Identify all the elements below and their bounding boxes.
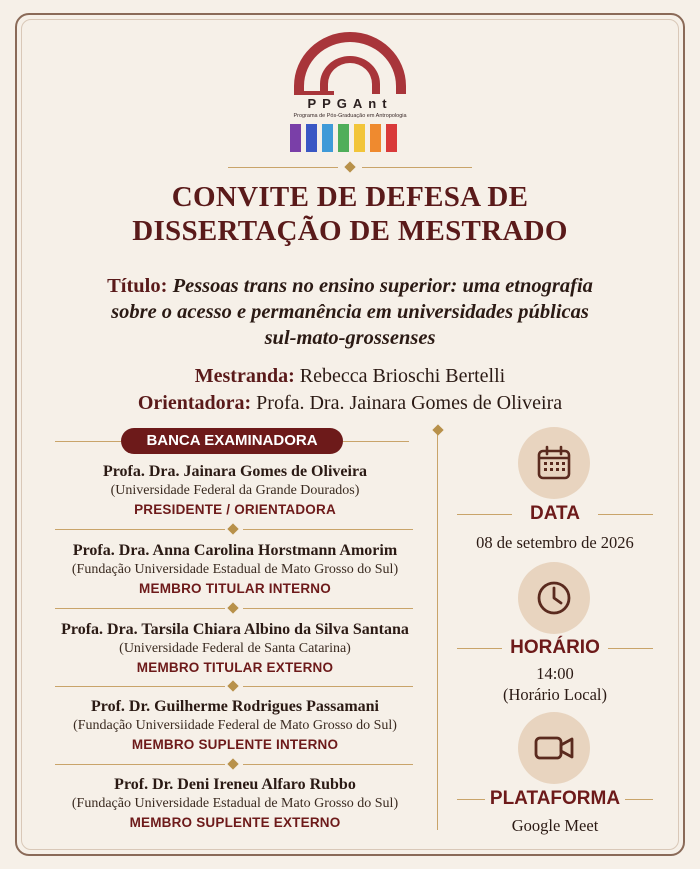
member-institution: (Fundação Universidade Estadual de Mato Grosso do Sul) — [71, 562, 399, 577]
thesis-title-line2: sobre o acesso e permanência em universidades públicas — [111, 301, 589, 323]
advisor-line — [0, 392, 700, 415]
member-name: Profa. Dra. Anna Carolina Horstmann Amorim — [72, 542, 398, 559]
thesis-title — [40, 273, 660, 351]
student-name: Rebecca Brioschi Bertelli — [299, 365, 506, 387]
member-institution: (Fundação Universidade Estadual de Mato Grosso do Sul) — [71, 796, 399, 811]
banca-member — [30, 775, 440, 833]
time-label: HORÁRIO — [510, 637, 600, 658]
logo-bar — [386, 124, 397, 152]
time-note: (Horário Local) — [503, 685, 607, 704]
member-name: Profa. Dra. Tarsila Chiara Albino da Silva Santana — [61, 621, 409, 638]
invitation-heading-line1: CONVITE DE DEFESA DE — [171, 181, 529, 213]
member-name: Prof. Dr. Deni Ireneu Alfaro Rubbo — [114, 776, 356, 793]
logo-bar — [306, 124, 317, 152]
member-divider — [243, 529, 413, 530]
logo-color-bars — [290, 124, 397, 152]
member-divider — [55, 529, 225, 530]
advisor-label: Orientadora: — [137, 392, 252, 414]
student-label: Mestranda: — [194, 365, 295, 387]
member-divider — [55, 686, 225, 687]
advisor-name: Profa. Dra. Jainara Gomes de Oliveira — [256, 392, 563, 414]
banca-title: BANCA EXAMINADORA — [121, 428, 343, 454]
logo-bar — [338, 124, 349, 152]
member-divider — [55, 608, 225, 609]
member-role: MEMBRO TITULAR EXTERNO — [136, 660, 334, 675]
member-divider — [243, 608, 413, 609]
member-name: Profa. Dra. Jainara Gomes de Oliveira — [102, 463, 368, 480]
banca-member — [30, 462, 440, 520]
banca-member — [30, 697, 440, 755]
member-role: MEMBRO TITULAR INTERNO — [139, 581, 331, 596]
platform-value: Google Meet — [511, 816, 599, 835]
thesis-title-label: Título: — [107, 275, 168, 297]
member-institution: (Universidade Federal da Grande Dourados) — [110, 483, 360, 498]
ppgant-logo — [286, 28, 414, 152]
banca-member — [30, 541, 440, 599]
video-icon-circle — [518, 712, 590, 784]
member-divider — [55, 764, 225, 765]
top-divider-right — [362, 167, 472, 168]
thesis-title-line1: Pessoas trans no ensino superior: uma etnografia — [172, 275, 593, 297]
student-line — [0, 365, 700, 388]
top-divider-left — [228, 167, 338, 168]
clock-icon-circle — [518, 562, 590, 634]
member-role: PRESIDENTE / ORIENTADORA — [134, 502, 336, 517]
member-role: MEMBRO SUPLENTE EXTERNO — [129, 815, 341, 830]
time-divider-right — [608, 648, 653, 649]
logo-bar — [322, 124, 333, 152]
banca-divider-left — [55, 441, 121, 442]
logo-bar — [370, 124, 381, 152]
member-divider — [243, 686, 413, 687]
logo-arc-icon — [286, 28, 414, 98]
video-camera-icon — [532, 728, 576, 768]
invitation-heading-line2: DISSERTAÇÃO DE MESTRADO — [132, 215, 568, 247]
platform-label: PLATAFORMA — [489, 788, 621, 809]
member-institution: (Fundação Universiidade Federal de Mato Grosso do Sul) — [73, 718, 397, 733]
member-name: Prof. Dr. Guilherme Rodrigues Passamani — [91, 698, 379, 715]
time-value: 14:00 — [536, 664, 574, 683]
column-separator — [437, 430, 438, 830]
logo-bar — [290, 124, 301, 152]
member-divider — [243, 764, 413, 765]
logo-program-name: Programa de Pós-Graduação em Antropologia — [293, 113, 407, 119]
calendar-icon-circle — [518, 427, 590, 499]
date-value: 08 de setembro de 2026 — [476, 533, 634, 552]
date-label: DATA — [530, 503, 580, 524]
logo-acronym: PPGAnt — [307, 96, 393, 111]
member-institution: (Universidade Federal de Santa Catarina) — [119, 641, 351, 656]
platform-divider-right — [625, 799, 653, 800]
banca-divider-right — [343, 441, 409, 442]
date-divider-right — [598, 514, 653, 515]
logo-bar — [354, 124, 365, 152]
banca-member — [30, 620, 440, 678]
calendar-icon — [534, 443, 574, 483]
thesis-title-line3: sul-mato-grossenses — [264, 327, 436, 349]
clock-icon — [534, 578, 574, 618]
member-role: MEMBRO SUPLENTE INTERNO — [131, 737, 339, 752]
